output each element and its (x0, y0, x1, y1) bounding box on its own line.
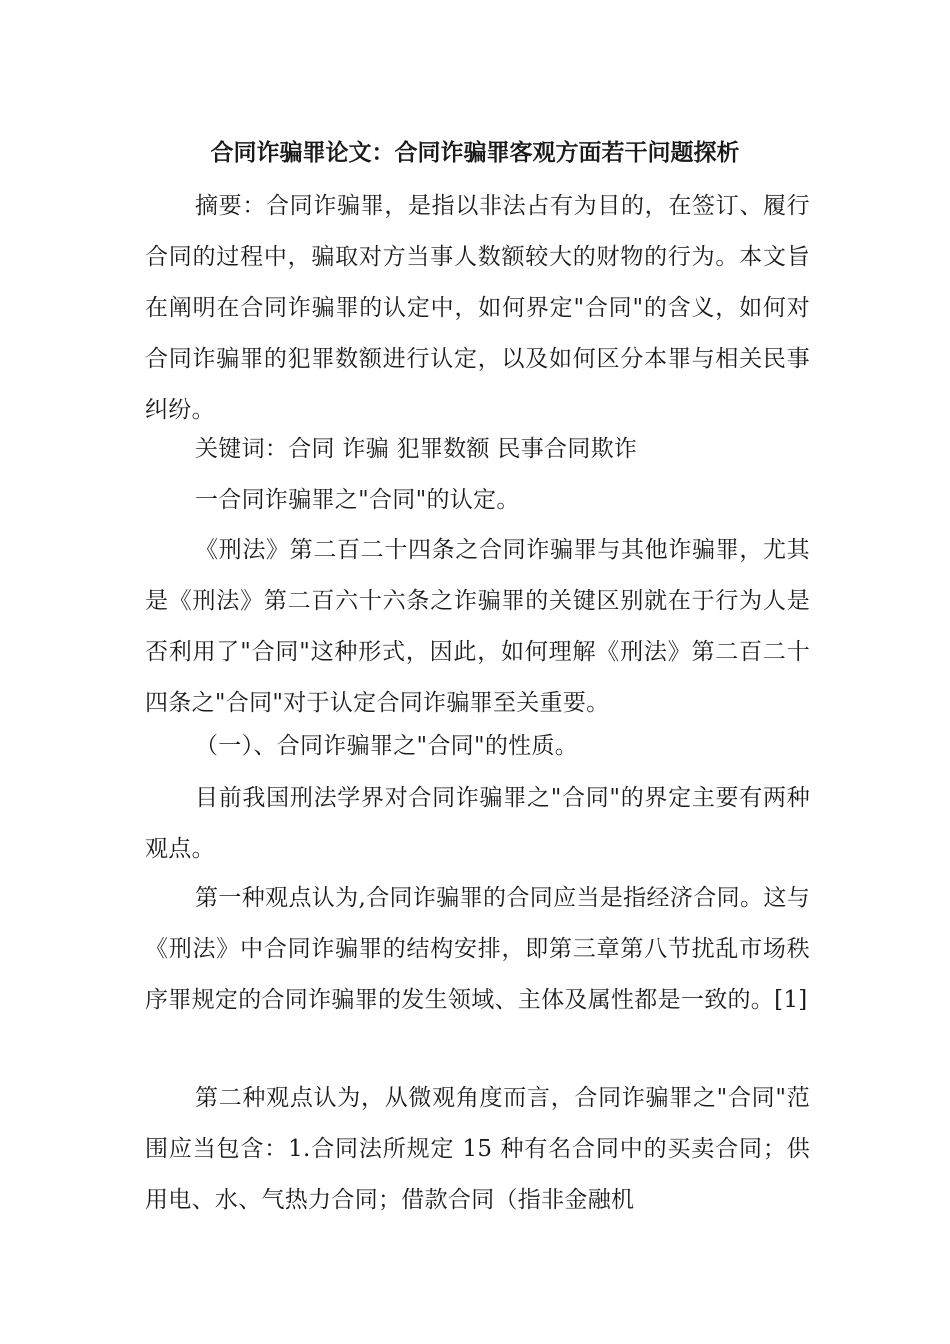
body-paragraph-2: 目前我国刑法学界对合同诈骗罪之"合同"的界定主要有两种观点。 (145, 785, 810, 862)
body-paragraph-4: 第二种观点认为，从微观角度而言，合同诈骗罪之"合同"范围应当包含：1.合同法所规定 15 种有名合同中的买卖合同；供用电、水、气热力合同；借款合同（指非金融机 (145, 1085, 810, 1213)
keywords-line: 关键词：合同 诈骗 犯罪数额 民事合同欺诈 (195, 436, 638, 462)
body-paragraph-1: 《刑法》第二百二十四条之合同诈骗罪与其他诈骗罪，尤其是《刑法》第二百六十六条之诈骗罪的关键区别就在于行为人是否利用了"合同"这种形式，因此，如何理解《刑法》第二百二十四条之"合同"对于认定合同诈骗罪至关重要。 (145, 537, 810, 716)
body-paragraph-3: 第一种观点认为,合同诈骗罪的合同应当是指经济合同。这与《刑法》中合同诈骗罪的结构安排，即第三章第八节扰乱市场秩序罪规定的合同诈骗罪的发生领域、主体及属性都是一致的。[1] (145, 885, 810, 1013)
abstract-paragraph: 摘要：合同诈骗罪，是指以非法占有为目的，在签订、履行合同的过程中，骗取对方当事人数额较大的财物的行为。本文旨在阐明在合同诈骗罪的认定中，如何界定"合同"的含义，如何对合同诈骗罪的犯罪数额进行认定，以及如何区分本罪与相关民事纠纷。 (145, 193, 810, 423)
document-title: 合同诈骗罪论文：合同诈骗罪客观方面若干问题探析 (210, 139, 740, 166)
section-heading: 一合同诈骗罪之"合同"的认定。 (195, 487, 520, 513)
subsection-heading: （一）、合同诈骗罪之"合同"的性质。 (195, 733, 579, 759)
